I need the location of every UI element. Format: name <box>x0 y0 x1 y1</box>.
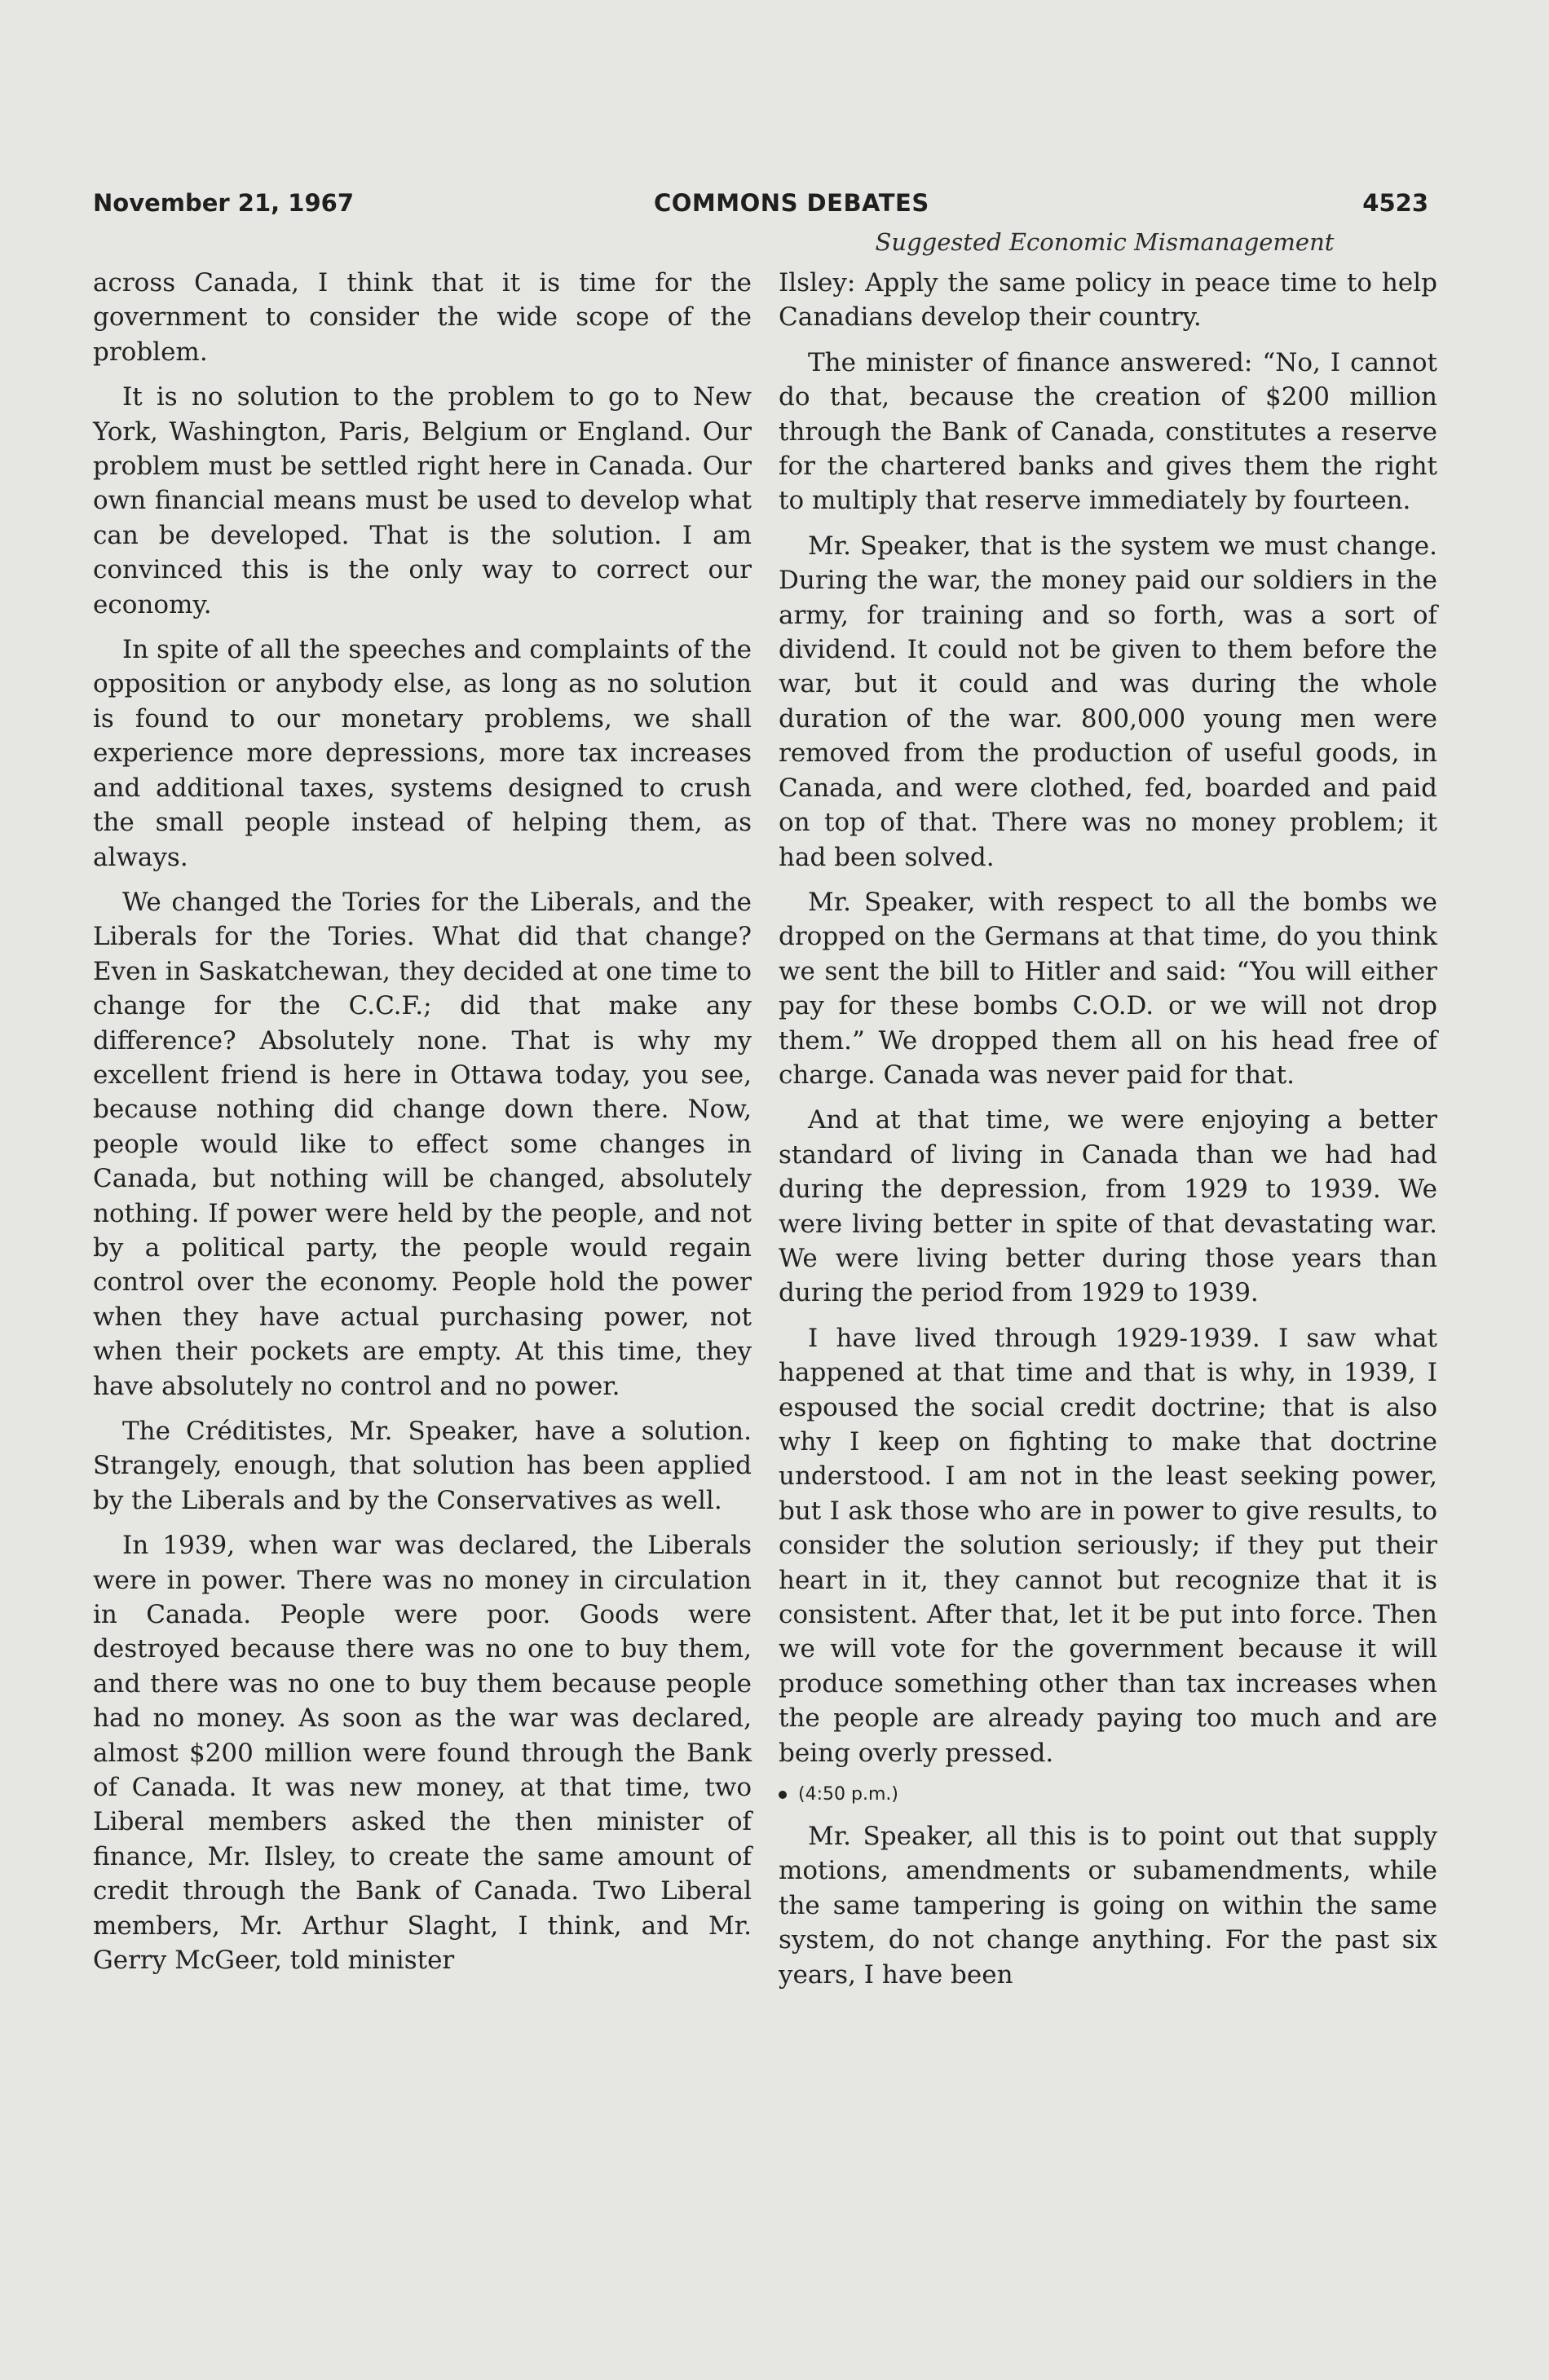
paragraph: I have lived through 1929-1939. I saw what happened at that time and that is why, in 1939, I espoused the social credit doctrine; that is also why I keep on fighting to make that doctrine understood. I am not in the least seeking power, but I ask those who are in power to give results, to consider the solution seriously; if they put their heart in it, they cannot but recognize that it is consistent. After that, let it be put into force. Then we will vote for the government because it will produce something other than tax increases when the people are already paying too much and are being overly pressed. <box>779 1323 1437 1768</box>
paragraph: We changed the Tories for the Liberals, and the Liberals for the Tories. What did that change? Even in Saskatchewan, they decided at one time to change for the C.C.F.; did that make any difference? Absolutely none. That is why my excellent friend is here in Ottawa today, you see, because nothing did change down there. Now, people would like to effect some changes in Canada, but nothing will be changed, absolutely nothing. If power were held by the people, and not by a political party, the people would regain control over the economy. People hold the power when they have actual purchasing power, not when their pockets are empty. At this time, they have absolutely no control and no power. <box>93 887 752 1401</box>
paragraph: Mr. Speaker, that is the system we must change. During the war, the money paid our soldiers in the army, for training and so forth, was a sort of dividend. It could not be given to them before the war, but it could and was during the whole duration of the war. 800,000 young men were removed from the production of useful goods, in Canada, and were clothed, fed, boarded and paid on top of that. There was no money problem; it had been solved. <box>779 531 1437 872</box>
page-header <box>93 189 1428 222</box>
paragraph: The Créditistes, Mr. Speaker, have a solution. Strangely, enough, that solution has been applied by the Liberals and by the Conservatives as well. <box>93 1417 752 1515</box>
paragraph: Mr. Speaker, all this is to point out that supply motions, amendments or subamendments, while the same tampering is going on within the same system, do not change anything. For the past six years, I have been <box>779 1822 1437 1990</box>
paragraph: Ilsley: Apply the same policy in peace time to help Canadians develop their country. <box>779 268 1437 333</box>
paragraph: Mr. Speaker, with respect to all the bombs we dropped on the Germans at that time, do you think we sent the bill to Hitler and said: “You will either pay for these bombs C.O.D. or we will not drop them.” We dropped them all on his head free of charge. Canada was never paid for that. <box>779 887 1437 1090</box>
paragraph: And at that time, we were enjoying a better standard of living in Canada than we had had during the depression, from 1929 to 1939. We were living better in spite of that devastating war. We were living better during those years than during the period from 1929 to 1939. <box>779 1105 1437 1308</box>
header-title: COMMONS DEBATES <box>654 189 929 217</box>
paragraph: In 1939, when war was declared, the Liberals were in power. There was no money in circulation in Canada. People were poor. Goods were destroyed because there was no one to buy them, and there was no one to buy them because people had no money. As soon as the war was declared, almost $200 million were found through the Bank of Canada. It was new money, at that time, two Liberal members asked the then minister of finance, Mr. Ilsley, to create the same amount of credit through the Bank of Canada. Two Liberal members, Mr. Arthur Slaght, I think, and Mr. Gerry McGeer, told minister <box>93 1531 752 1976</box>
header-page-number: 4523 <box>1362 189 1428 217</box>
right-column <box>779 266 1437 2003</box>
paragraph: It is no solution to the problem to go to New York, Washington, Paris, Belgium or England. Our problem must be settled right here in Canada. Our own financial means must be used to develop what can be developed. That is the solution. I am convinced this is the only way to correct our economy. <box>93 382 752 619</box>
left-column <box>93 266 752 1989</box>
running-title: Suggested Economic Mismanagement <box>875 228 1335 256</box>
paragraph: In spite of all the speeches and complaints of the opposition or anybody else, as long as no solution is found to our monetary problems, we shall experience more depressions, more tax increases and additional taxes, systems designed to crush the small people instead of helping them, as always. <box>93 635 752 872</box>
paragraph: across Canada, I think that it is time for the government to consider the wide scope of the problem. <box>93 268 752 367</box>
header-date: November 21, 1967 <box>93 189 354 217</box>
timestamp <box>779 1781 1437 1809</box>
paragraph: The minister of finance answered: “No, I cannot do that, because the creation of $200 million through the Bank of Canada, constitutes a reserve for the chartered banks and gives them the right to multiply that reserve immediately by fourteen. <box>779 347 1437 516</box>
timestamp-text: (4:50 p.m.) <box>798 1784 898 1805</box>
bullet-icon <box>779 1791 787 1799</box>
